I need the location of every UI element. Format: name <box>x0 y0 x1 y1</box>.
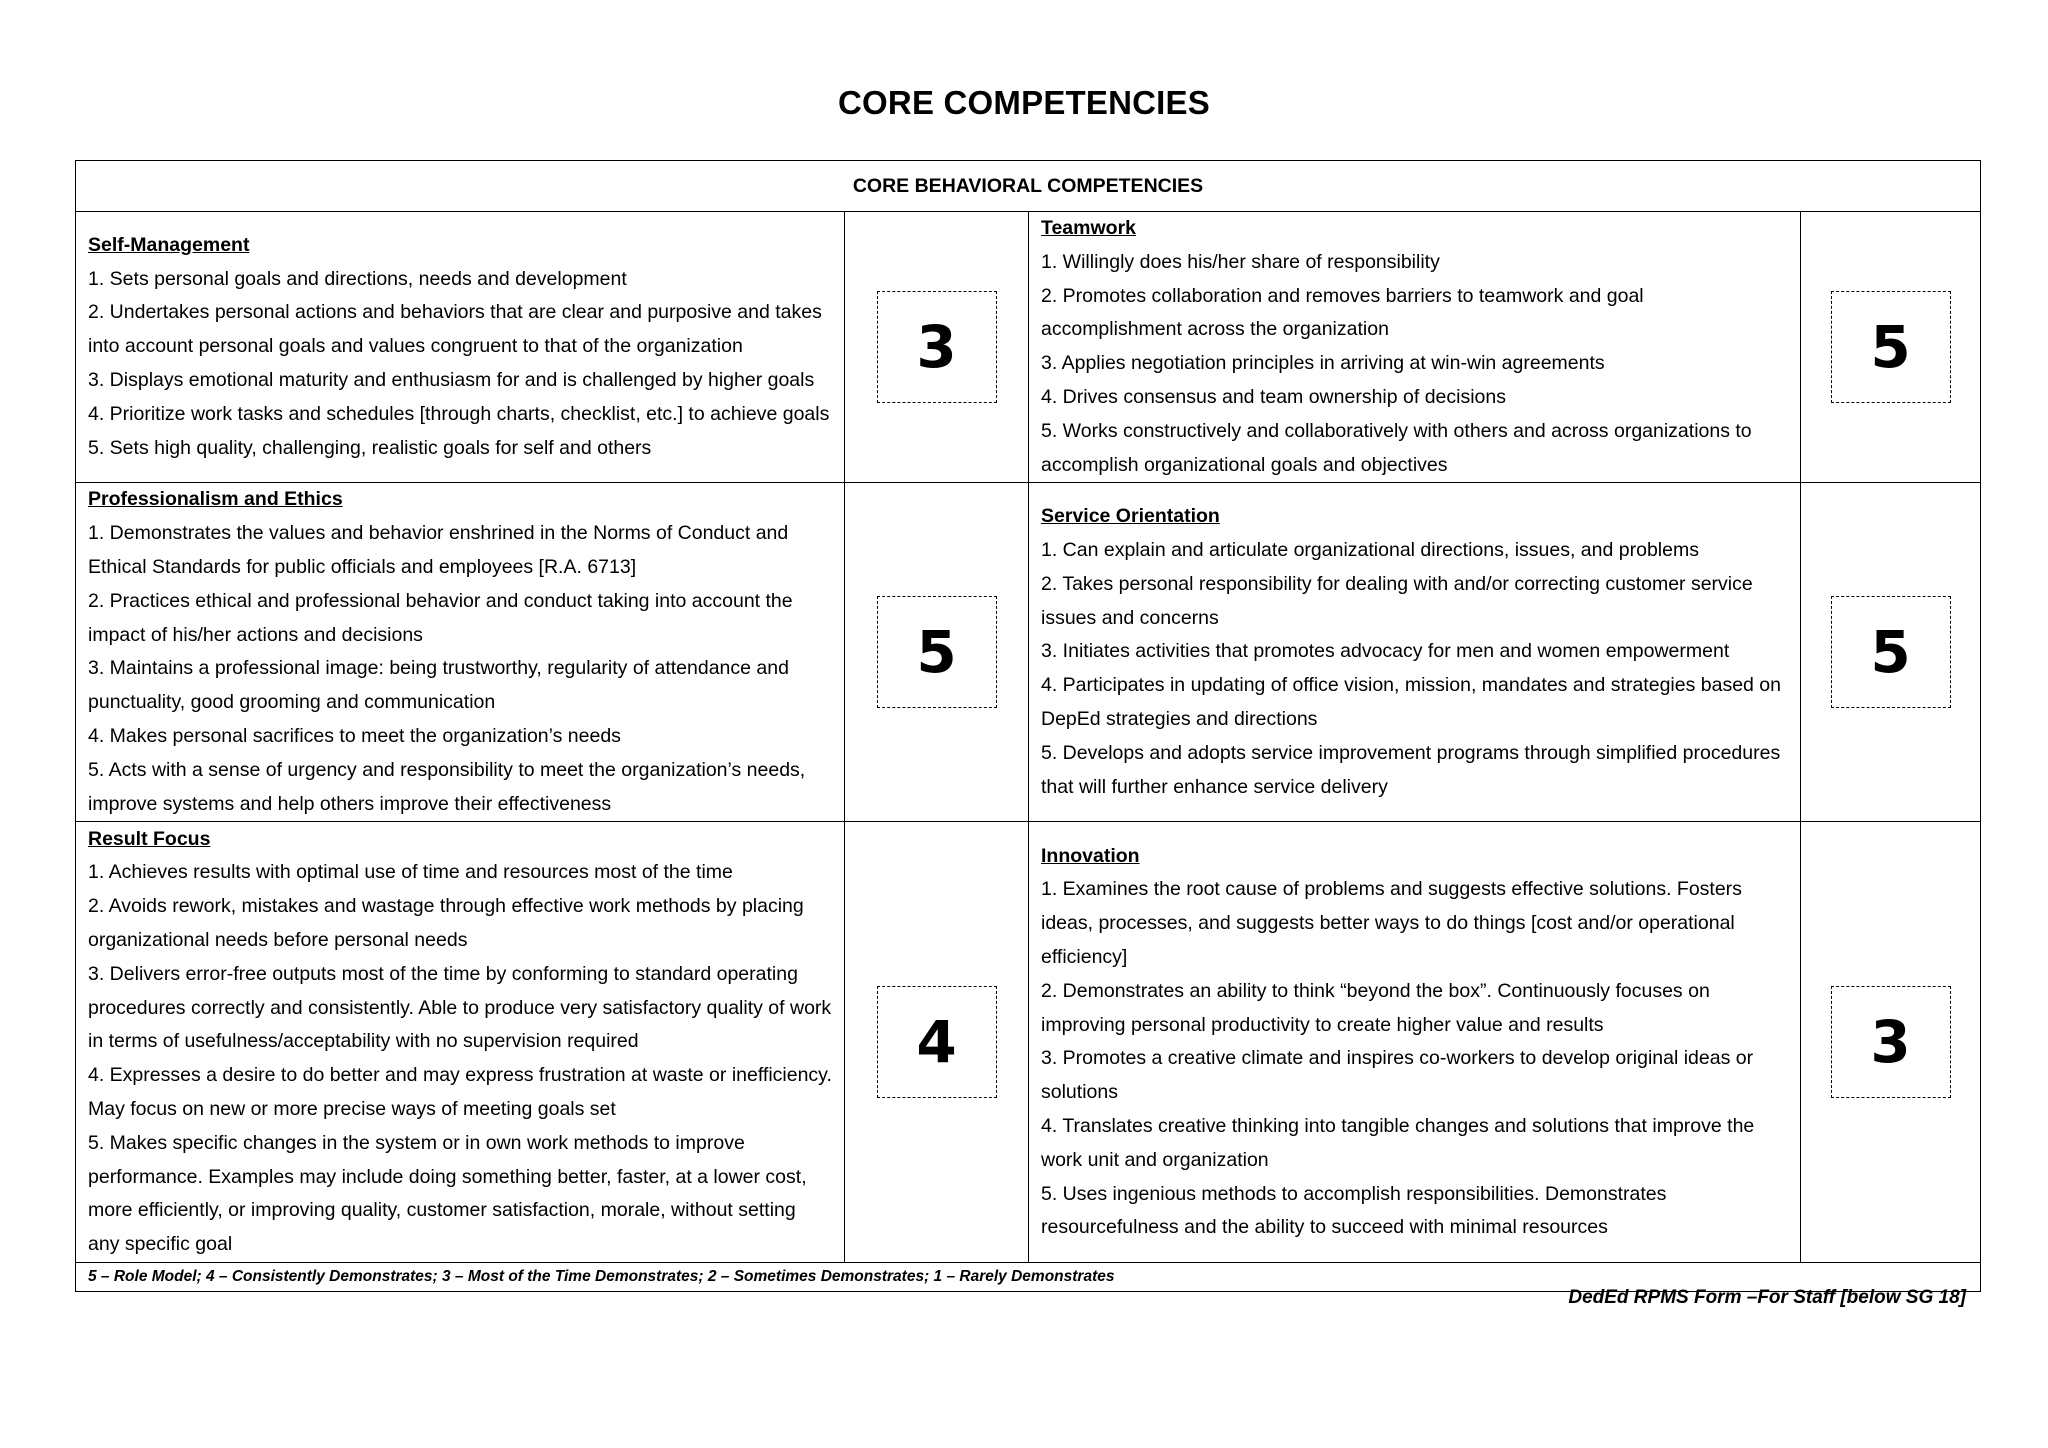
rating-cell <box>845 822 1029 1263</box>
table-header: CORE BEHAVIORAL COMPETENCIES <box>76 161 1981 212</box>
competency-title: Service Orientation <box>1041 505 1220 528</box>
competency-item: 5. Uses ingenious methods to accomplish responsibilities. Demonstrates resourcefulness and the ability to succeed with minimal resources <box>1041 1182 1667 1239</box>
rating-box: 5 <box>1831 596 1951 708</box>
rating-box: 5 <box>1831 291 1951 403</box>
rating-cell <box>845 483 1029 822</box>
competency-item: 1. Can explain and articulate organizational directions, issues, and problems <box>1041 539 1699 562</box>
competency-item: 2. Undertakes personal actions and behaviors that are clear and purposive and takes into account personal goals and values congruent to that of the organization <box>88 301 822 358</box>
rating-cell <box>1801 483 1981 822</box>
competency-item: 2. Takes personal responsibility for dealing with and/or correcting customer service issues and concerns <box>1041 572 1753 629</box>
competency-title: Self-Management <box>88 233 250 256</box>
competency-cell-professionalism-ethics <box>76 483 845 822</box>
competency-title: Result Focus <box>88 827 211 850</box>
competency-item: 3. Initiates activities that promotes advocacy for men and women empowerment <box>1041 640 1730 663</box>
competency-item: 1. Examines the root cause of problems and suggests effective solutions. Fosters ideas, processes, and suggests better ways to do things [cost and/or operational efficiency] <box>1041 878 1742 968</box>
competency-item: 3. Applies negotiation principles in arriving at win-win agreements <box>1041 352 1605 375</box>
competency-item: 4. Prioritize work tasks and schedules [through charts, checklist, etc.] to achieve goals <box>88 402 830 425</box>
table-header-row <box>76 161 1981 212</box>
competency-item: 1. Demonstrates the values and behavior enshrined in the Norms of Conduct and Ethical Standards for public officials and employees [R.A. 6713] <box>88 522 789 578</box>
competency-row <box>76 822 1981 1263</box>
competency-item: 5. Develops and adopts service improvement programs through simplified procedures that will further enhance service delivery <box>1041 741 1781 798</box>
competency-cell-service-orientation <box>1029 483 1801 822</box>
competency-item: 4. Expresses a desire to do better and may express frustration at waste or inefficiency. May focus on new or more precise ways of meeting goals set <box>88 1064 832 1121</box>
competency-item: 3. Promotes a creative climate and inspires co-workers to develop original ideas or solutions <box>1041 1047 1754 1104</box>
competency-row <box>76 212 1981 483</box>
competency-item: 4. Translates creative thinking into tangible changes and solutions that improve the work unit and organization <box>1041 1114 1755 1171</box>
rating-box: 5 <box>877 596 997 708</box>
rating-cell <box>1801 212 1981 483</box>
competency-item: 1. Achieves results with optimal use of time and resources most of the time <box>88 861 733 884</box>
competency-item: 3. Displays emotional maturity and enthusiasm for and is challenged by higher goals <box>88 369 815 392</box>
competency-row <box>76 483 1981 822</box>
form-footer-note: DedEd RPMS Form –For Staff [below SG 18] <box>1568 1287 1966 1308</box>
competencies-table <box>75 160 1981 1292</box>
rating-cell <box>1801 822 1981 1263</box>
competency-cell-innovation <box>1029 822 1801 1263</box>
competency-cell-teamwork <box>1029 212 1801 483</box>
competency-cell-self-management <box>76 212 845 483</box>
competency-item: 1. Sets personal goals and directions, needs and development <box>88 267 627 290</box>
competency-item: 3. Delivers error-free outputs most of the time by conforming to standard operating procedures correctly and consistently. Able to produce very satisfactory quality of work in terms of usefulness/acceptability with no supervision required <box>88 962 832 1053</box>
competency-item: 1. Willingly does his/her share of responsibility <box>1041 250 1440 273</box>
rating-box: 3 <box>877 291 997 403</box>
competency-item: 5. Makes specific changes in the system or in own work methods to improve performance. Examples may include doing something better, faster, at a lower cost, more efficiently, or improving quality, customer satisfaction, morale, without setting any specific goal <box>88 1131 807 1256</box>
competency-item: 3. Maintains a professional image: being trustworthy, regularity of attendance and punctuality, good grooming and communication <box>88 657 789 714</box>
rating-cell <box>845 212 1029 483</box>
competency-item: 4. Makes personal sacrifices to meet the organization’s needs <box>88 724 621 747</box>
competency-title: Professionalism and Ethics <box>88 488 343 511</box>
page-title: CORE COMPETENCIES <box>838 84 1210 121</box>
rating-legend: 5 – Role Model; 4 – Consistently Demonstrates; 3 – Most of the Time Demonstrates; 2 – Sometimes Demonstrates; 1 – Rarely Demonstrates <box>76 1263 1981 1292</box>
competency-title: Teamwork <box>1041 217 1137 239</box>
competency-item: 5. Acts with a sense of urgency and responsibility to meet the organization’s needs, improve systems and help others improve their effectiveness <box>88 758 806 815</box>
rating-box: 3 <box>1831 986 1951 1098</box>
rating-box: 4 <box>877 986 997 1098</box>
competency-item: 5. Sets high quality, challenging, realistic goals for self and others <box>88 436 652 459</box>
competency-item: 2. Promotes collaboration and removes barriers to teamwork and goal accomplishment across the organization <box>1041 284 1644 341</box>
competency-item: 4. Drives consensus and team ownership of decisions <box>1041 385 1506 408</box>
competency-item: 5. Works constructively and collaboratively with others and across organizations to accomplish organizational goals and objectives <box>1041 419 1752 476</box>
competency-cell-result-focus <box>76 822 845 1263</box>
competency-item: 2. Avoids rework, mistakes and wastage through effective work methods by placing organizational needs before personal needs <box>88 895 804 952</box>
competency-item: 4. Participates in updating of office vision, mission, mandates and strategies based on DepEd strategies and directions <box>1041 674 1781 731</box>
competency-title: Innovation <box>1041 844 1140 867</box>
competency-item: 2. Practices ethical and professional behavior and conduct taking into account the impact of his/her actions and decisions <box>88 589 793 646</box>
competency-item: 2. Demonstrates an ability to think “beyond the box”. Continuously focuses on improving personal productivity to create higher value and results <box>1041 979 1710 1036</box>
